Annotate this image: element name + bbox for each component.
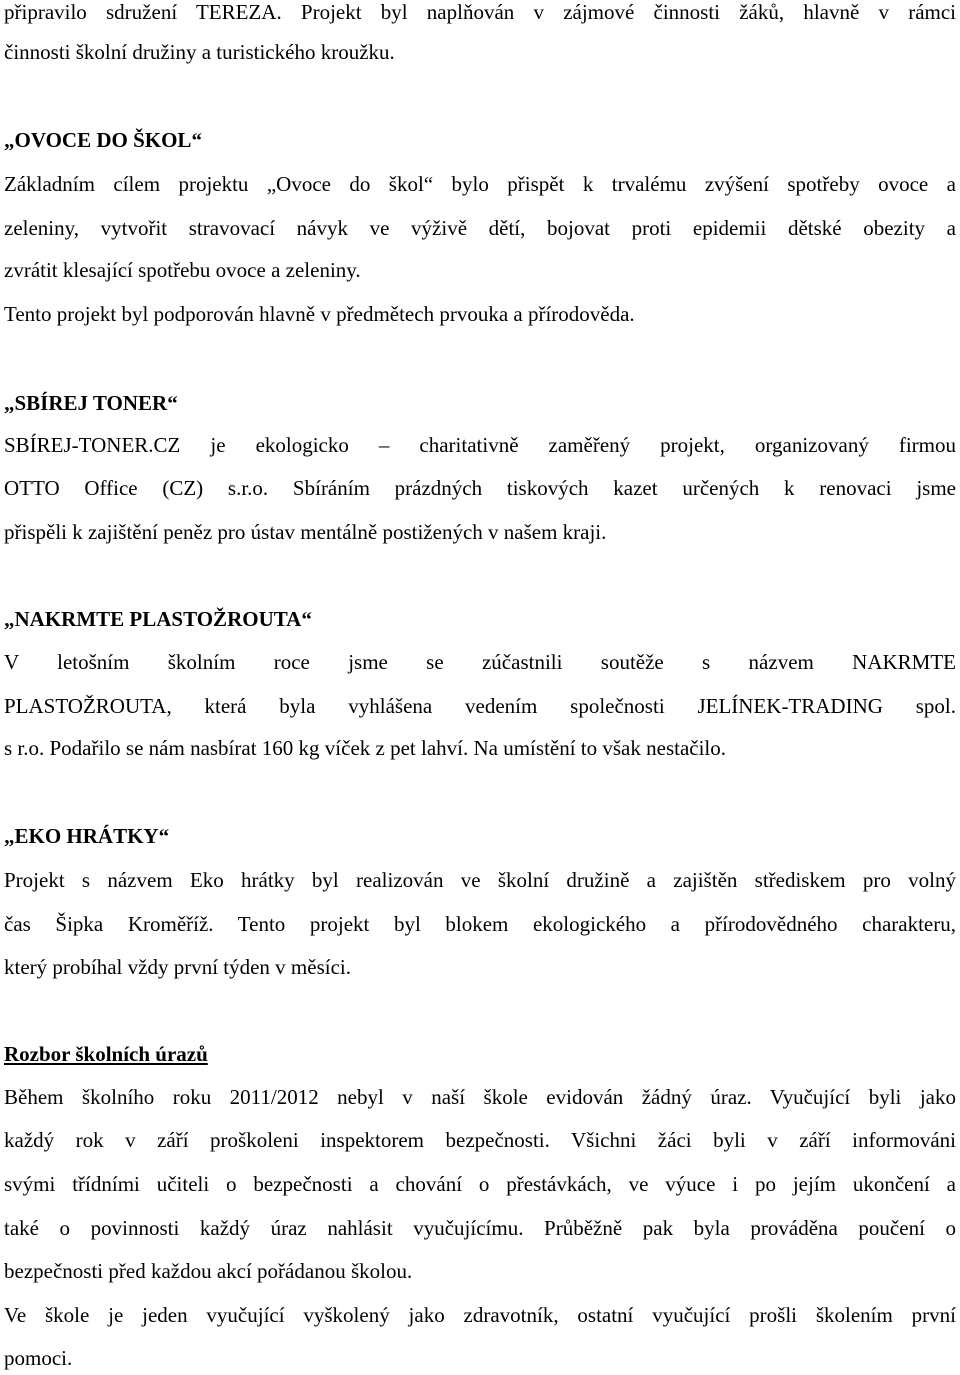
intro-line: činnosti školní družiny a turistického kroužku. xyxy=(4,40,395,64)
paragraph-line: přispěli k zajištění peněz pro ústav mentálně postižených v našem kraji. xyxy=(4,520,607,544)
paragraph-line: zvrátit klesající spotřebu ovoce a zeleniny. xyxy=(4,258,361,282)
paragraph-line: s r.o. Podařilo se nám nasbírat 160 kg víček z pet lahví. Na umístění to však nestačilo. xyxy=(4,736,727,760)
section-heading-eko-hratky: „EKO HRÁTKY“ xyxy=(4,824,170,848)
section-heading-sbirej-toner: „SBÍREJ TONER“ xyxy=(4,391,178,415)
paragraph-line: také o povinnosti každý úraz nahlásit vyučujícímu. Průběžně pak byla prováděna poučení o xyxy=(4,1216,956,1240)
paragraph-line: bezpečnosti před každou akcí pořádanou školou. xyxy=(4,1259,413,1283)
paragraph-line: SBÍREJ-TONER.CZ je ekologicko – charitativně zaměřený projekt, organizovaný firmou xyxy=(4,433,956,457)
paragraph-line: V letošním školním roce jsme se zúčastnili soutěže s názvem NAKRMTE xyxy=(4,650,956,674)
paragraph-line: pomoci. xyxy=(4,1346,73,1370)
paragraph-line: Během školního roku 2011/2012 nebyl v naší škole evidován žádný úraz. Vyučující byli jako xyxy=(4,1085,956,1109)
paragraph-line: Projekt s názvem Eko hrátky byl realizován ve školní družině a zajištěn střediskem pro volný xyxy=(4,868,956,892)
section-heading-nakrmte-plastozrouta: „NAKRMTE PLASTOŽROUTA“ xyxy=(4,607,312,631)
paragraph-line: svými třídními učiteli o bezpečnosti a chování o přestávkách, ve výuce i po jejím ukončení a xyxy=(4,1172,956,1196)
paragraph-line: který probíhal vždy první týden v měsíci. xyxy=(4,955,352,979)
paragraph-line: Základním cílem projektu „Ovoce do škol“ bylo přispět k trvalému zvýšení spotřeby ovoce a xyxy=(4,172,956,196)
paragraph-line: zeleniny, vytvořit stravovací návyk ve výživě dětí, bojovat proti epidemii dětské obezity a xyxy=(4,216,956,240)
paragraph-line: každý rok v září proškoleni inspektorem bezpečnosti. Všichni žáci byli v září informováni xyxy=(4,1128,956,1152)
section-heading-ovoce-do-skol: „OVOCE DO ŠKOL“ xyxy=(4,128,202,152)
paragraph-line: Tento projekt byl podporován hlavně v předmětech prvouka a přírodověda. xyxy=(4,302,635,326)
paragraph-line: PLASTOŽROUTA, která byla vyhlášena vedením společnosti JELÍNEK-TRADING spol. xyxy=(4,694,956,718)
paragraph-line: čas Šipka Kroměříž. Tento projekt byl blokem ekologického a přírodovědného charakteru, xyxy=(4,912,956,936)
section-heading-rozbor-skolnich-urazu: Rozbor školních úrazů xyxy=(4,1042,208,1066)
paragraph-line: OTTO Office (CZ) s.r.o. Sbíráním prázdných tiskových kazet určených k renovaci jsme xyxy=(4,476,956,500)
intro-line: připravilo sdružení TEREZA. Projekt byl naplňován v zájmové činnosti žáků, hlavně v rámci xyxy=(4,0,956,24)
paragraph-line: Ve škole je jeden vyučující vyškolený jako zdravotník, ostatní vyučující prošli školením první xyxy=(4,1303,956,1327)
